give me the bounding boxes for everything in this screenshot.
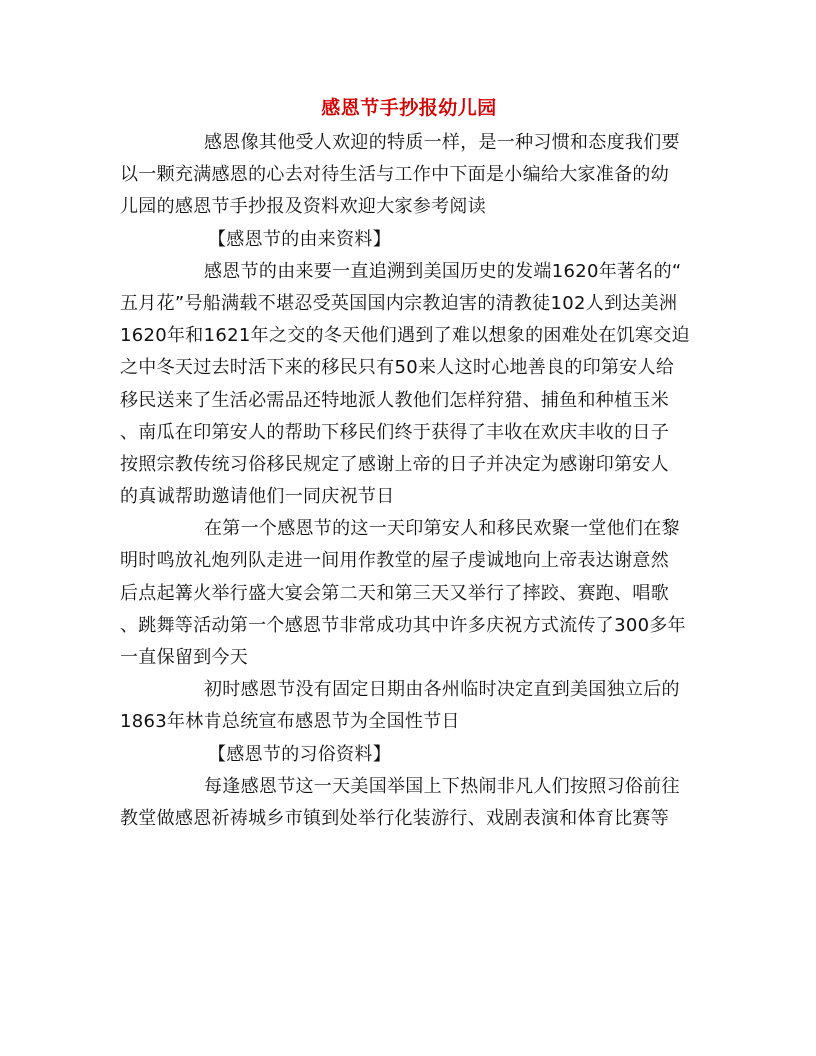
paragraph-line: 、跳舞等活动第一个感恩节非常成功其中许多庆祝方式流传了300多年 [120,614,686,636]
paragraph-line: 感恩像其他受人欢迎的特质一样，是一种习惯和态度我们要 [204,132,680,153]
document-body [120,127,698,835]
paragraph-line: 感恩节的由来要一直追溯到美国历史的发端1620年著名的“ [204,260,682,282]
section-heading-text: 【感恩节的习俗资料】 [208,743,391,765]
body-paragraph [120,127,698,224]
paragraph-line: 移民送来了生活必需品还特地派人教他们怎样狩猎、捕鱼和种植玉米 [120,389,669,411]
body-paragraph [120,674,698,738]
section-heading-text: 【感恩节的由来资料】 [208,228,391,250]
section-heading [120,224,698,256]
document-title: 感恩节手抄报幼儿园 [321,97,497,119]
paragraph-line: 后点起篝火举行盛大宴会第二天和第三天又举行了摔跤、赛跑、唱歌 [120,582,669,604]
paragraph-line: 在第一个感恩节的这一天印第安人和移民欢聚一堂他们在黎 [204,518,680,540]
document-content [120,94,698,835]
paragraph-line: 的真诚帮助邀请他们一同庆祝节日 [120,486,395,508]
paragraph-line: 明时鸣放礼炮列队走进一间用作教堂的屋子虔诚地向上帝表达谢意然 [120,550,669,572]
paragraph-line: 一直保留到今天 [120,647,249,668]
paragraph-line: 按照宗教传统习俗移民规定了感谢上帝的日子并决定为感谢印第安人 [120,453,669,475]
paragraph-line: 1863年林肯总统宣布感恩节为全国性节日 [120,711,460,733]
paragraph-line: 之中冬天过去时活下来的移民只有50来人这时心地善良的印第安人给 [120,357,675,379]
paragraph-line: 每逢感恩节这一天美国举国上下热闹非凡人们按照习俗前往 [204,775,680,797]
body-paragraph [120,256,698,514]
section-heading [120,739,698,771]
paragraph-line: 初时感恩节没有固定日期由各州临时决定直到美国独立后的 [204,679,680,701]
body-paragraph [120,771,698,835]
body-paragraph [120,513,698,674]
paragraph-line: 儿园的感恩节手抄报及资料欢迎大家参考阅读 [120,196,486,218]
paragraph-line: 、南瓜在印第安人的帮助下移民们终于获得了丰收在欢庆丰收的日子 [120,421,669,443]
paragraph-line: 教堂做感恩祈祷城乡市镇到处举行化装游行、戏剧表演和体育比赛等 [120,807,669,829]
paragraph-line: 1620年和1621年之交的冬天他们遇到了难以想象的困难处在饥寒交迫 [120,325,690,347]
paragraph-line: 以一颗充满感恩的心去对待生活与工作中下面是小编给大家准备的幼 [120,164,669,186]
paragraph-line: 五月花”号船满载不堪忍受英国国内宗教迫害的清教徒102人到达美洲 [120,292,678,314]
